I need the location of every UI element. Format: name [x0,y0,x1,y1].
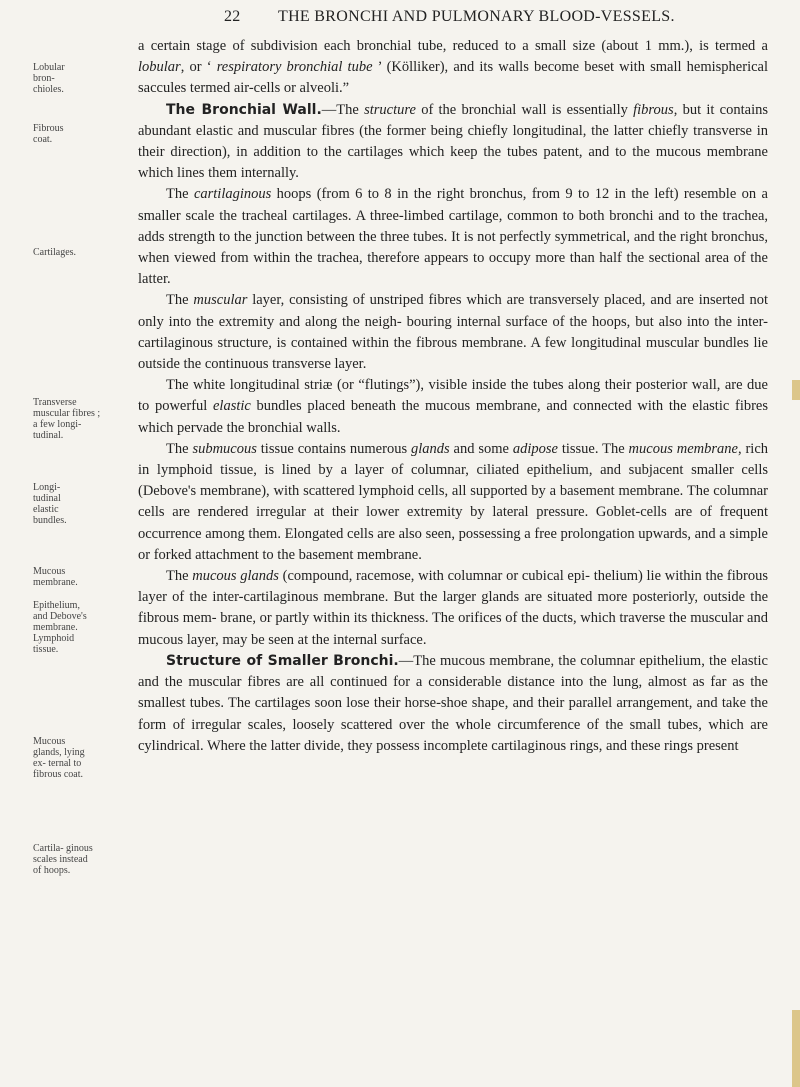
section-heading: The Bronchial Wall. [166,101,322,118]
paragraph: Structure of Smaller Bronchi.—The mucous membrane, the columnar epithelium, the elastic and the muscular fibres are all continued for a considerable distance into the lung, almost as far as the smallest tubes. The cartilages soon lose their horse-shoe shape, and their parallel arrangement, and take the form of irregular scales, loosely scattered over the whole circumference of the small tubes, which are cylindrical. Where the latter divide, they possess incomplete cartilaginous rings, and these rings present [138,652,768,754]
running-title: THE BRONCHI AND PULMONARY BLOOD-VESSELS. [278,8,675,25]
page-number: 22 [224,8,241,25]
paragraph: The muscular layer, consisting of unstriped fibres which are transversely placed, and are inserted not only into the extremity and along the neigh- bouring internal surface of the hoops, but also into the inter-cartilaginous structure, is contained within the fibrous membrane. A few longitudinal muscular bundles lie outside the continuous transverse layer. [138,292,768,373]
paragraph: The Bronchial Wall.—The structure of the bronchial wall is essentially fibrous, but it contains abundant elastic and muscular fibres (the former being chiefly longitudinal, the latter chiefly transverse in their direction), in addition to the cartilages which keep the tubes patent, and to the mucous membrane which lines them internally. [138,101,768,182]
margin-note: Lobular bron- chioles. [33,62,65,95]
margin-note: Longi- tudinal elastic bundles. [33,482,67,526]
paragraph: The submucous tissue contains numerous glands and some adipose tissue. The mucous membrane, rich in lymphoid tissue, is lined by a layer of columnar, ciliated epithelium, and subjacent smaller cells (Debove's membrane), with scattered lymphoid cells, all supported by a basement membrane. The columnar cells are rendered irregular at their lower extremity by lateral pressure. Goblet-cells are of frequent occurrence among them. Elongated cells are also seen, possessing a free prolongation upwards, and a simple or forked attachment to the basement membrane. [138,440,769,563]
paragraph: The white longitudinal striæ (or “flutings”), visible inside the tubes along their posterior wall, are due to powerful elastic bundles placed beneath the mucous membrane, and connected with the elastic fibres which pervade the bronchial walls. [138,377,769,436]
paragraph: The mucous glands (compound, racemose, with columnar or cubical epi- thelium) lie within the fibrous layer of the inter-cartilaginous membrane. But the larger glands are situated more posteriorly, outside the fibrous mem- brane, or partly within its thickness. The orifices of the ducts, which traverse the muscular and mucous layer, may be seen at the internal surface. [138,568,769,648]
page-edge [792,1010,800,1087]
margin-note: Mucous membrane. [33,566,78,588]
paragraph: a certain stage of subdivision each bronchial tube, reduced to a small size (about 1 mm.), is termed a lobular, or ‘ respiratory bronchial tube ’ (Kölliker), and its walls become beset with small hemispherical saccules termed air-cells or alveoli.” [138,38,768,97]
margin-note: Transverse muscular fibres ; a few longi- tudinal. [33,397,101,441]
margin-note: Mucous glands, lying ex- ternal to fibrous coat. [33,736,85,780]
margin-note: Fibrous coat. [33,123,64,145]
main-text [138,36,768,757]
paragraph: The cartilaginous hoops (from 6 to 8 in the right bronchus, from 9 to 12 in the left) resemble on a smaller scale the tracheal cartilages. A three-limbed cartilage, common to both bronchi and to the trachea, adds strength to the junction between the three tubes. It is not perfectly symmetrical, and the right bronchus, when viewed from within the trachea, therefore appears to occupy more than half the sectional area of the latter. [138,186,768,288]
page-edge [792,380,800,400]
margin-note: Cartila- ginous scales instead of hoops. [33,843,93,876]
margin-note: Epithelium, and Debove's membrane. Lymphoid tissue. [33,600,87,655]
section-heading: Structure of Smaller Bronchi. [166,652,399,669]
margin-note: Cartilages. [33,247,77,258]
